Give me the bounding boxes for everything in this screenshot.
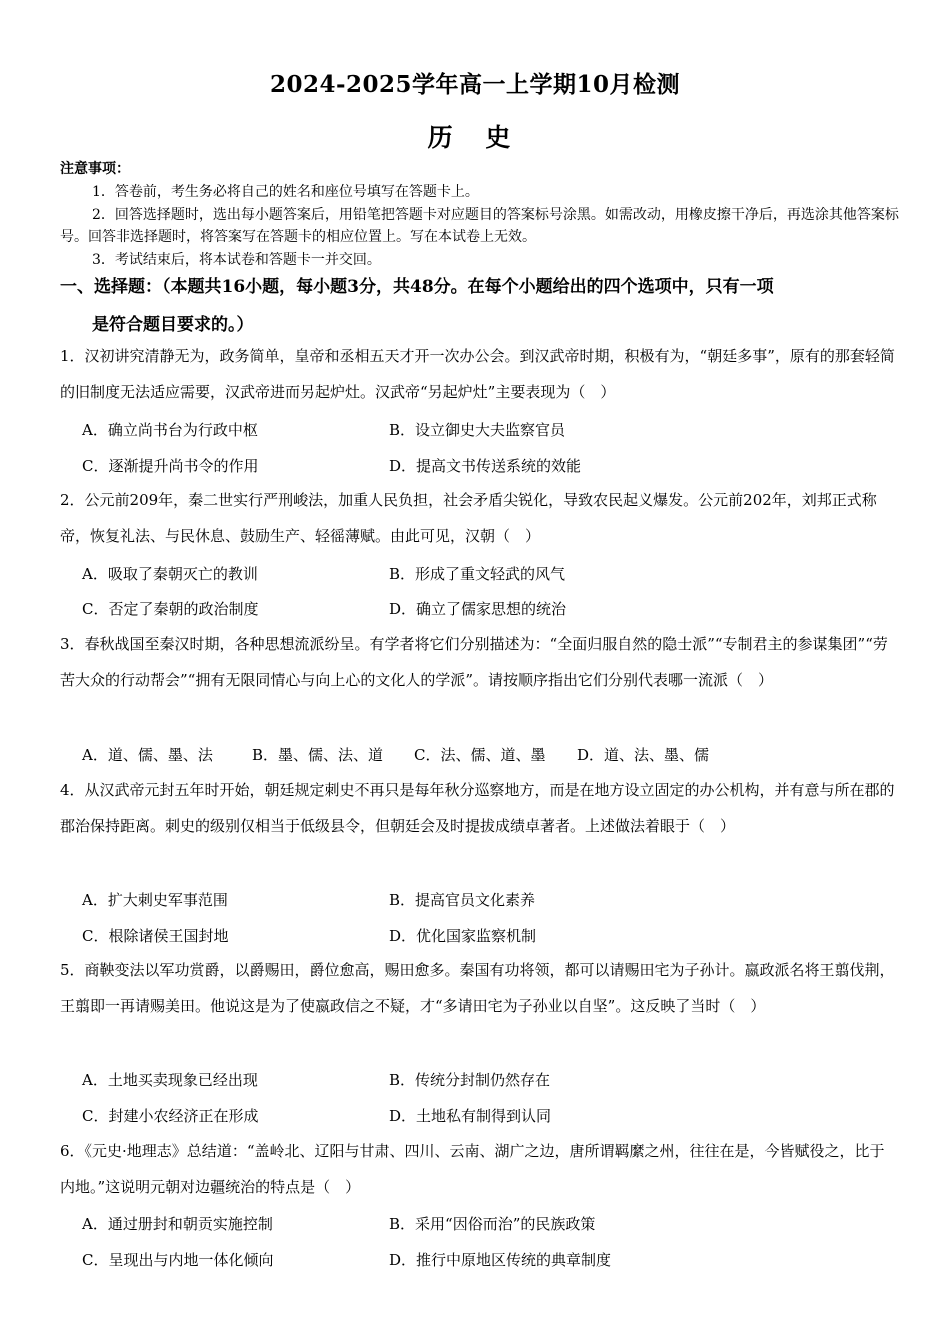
section-heading-line2: 是符合题目要求的。） bbox=[92, 315, 254, 335]
section-heading-line1: 一、选择题：（本题共16小题，每小题3分，共48分。在每个小题给出的四个选项中，只有一项 bbox=[60, 277, 774, 297]
question-4-option-b: B．提高官员文化素养 bbox=[389, 891, 536, 909]
question-3-stem: 3．春秋战国至秦汉时期，各种思想流派纷呈。有学者将它们分别描述为：“全面归服自然的隐士派”“专制君主的参谋集团”“劳苦大众的行动帮会”“拥有无限同情心与向上心的文化人的学派”。请按顺序指出它们分别代表哪一流派（ ） bbox=[60, 635, 888, 689]
question-6-option-a: A．通过册封和朝贡实施控制 bbox=[82, 1215, 273, 1233]
question-2-option-b: B．形成了重文轻武的风气 bbox=[389, 565, 566, 583]
notice-item: 2．回答选择题时，选出每小题答案后，用铅笔把答题卡对应题目的答案标号涂黑。如需改动，用橡皮擦干净后，再选涂其他答案标号。回答非选择题时，将答案写在答题卡的相应位置上。写在本试卷上无效。 bbox=[60, 207, 899, 245]
question-5-option-c: C．封建小农经济正在形成 bbox=[82, 1107, 259, 1125]
question-1-option-a: A．确立尚书台为行政中枢 bbox=[82, 421, 258, 439]
question-3-option-a: A．道、儒、墨、法 bbox=[82, 746, 213, 764]
notice-item: 1．答卷前，考生务必将自己的姓名和座位号填写在答题卡上。 bbox=[92, 184, 479, 200]
question-3-option-b: B．墨、儒、法、道 bbox=[252, 746, 384, 764]
question-2-option-d: D．确立了儒家思想的统治 bbox=[389, 600, 567, 618]
notice-item: 3．考试结束后，将本试卷和答题卡一并交回。 bbox=[92, 252, 381, 268]
question-1-stem: 1．汉初讲究清静无为，政务简单，皇帝和丞相五天才开一次办公会。到汉武帝时期，积极有为，“朝廷多事”，原有的那套轻简的旧制度无法适应需要，汉武帝进而另起炉灶。汉武帝“另起炉灶”主要表现为（ ） bbox=[60, 347, 895, 401]
question-2-option-a: A．吸取了秦朝灭亡的教训 bbox=[82, 565, 258, 583]
question-5-option-a: A．土地买卖现象已经出现 bbox=[82, 1071, 258, 1089]
subject-title: 历 史 bbox=[427, 123, 523, 152]
question-5-stem: 5．商鞅变法以军功赏爵，以爵赐田，爵位愈高，赐田愈多。秦国有功将领，都可以请赐田宅为子孙计。嬴政派名将王翦伐荆，王翦即一再请赐美田。他说这是为了使嬴政信之不疑，才“多请田宅为子孙业以自坚”。这反映了当时（ ） bbox=[60, 961, 895, 1015]
question-1-option-d: D．提高文书传送系统的效能 bbox=[389, 457, 582, 475]
question-4-stem: 4．从汉武帝元封五年时开始，朝廷规定刺史不再只是每年秋分巡察地方，而是在地方设立固定的办公机构，并有意与所在郡的郡治保持距离。刺史的级别仅相当于低级县令，但朝廷会及时提拔成绩卓著者。上述做法着眼于（ ） bbox=[60, 781, 895, 835]
question-4-option-a: A．扩大刺史军事范围 bbox=[82, 891, 228, 909]
section-heading bbox=[60, 268, 900, 344]
question-1-option-b: B．设立御史大夫监察官员 bbox=[389, 421, 566, 439]
question-4-option-c: C．根除诸侯王国封地 bbox=[82, 927, 229, 945]
question-2-option-c: C．否定了秦朝的政治制度 bbox=[82, 600, 259, 618]
question-3-option-d: D．道、法、墨、儒 bbox=[577, 746, 710, 764]
question-3-option-c: C．法、儒、道、墨 bbox=[414, 746, 546, 764]
question-6-option-c: C．呈现出与内地一体化倾向 bbox=[82, 1251, 274, 1269]
question-4-option-d: D．优化国家监察机制 bbox=[389, 927, 537, 945]
question-6-option-b: B．采用“因俗而治”的民族政策 bbox=[389, 1215, 596, 1233]
question-5-option-b: B．传统分封制仍然存在 bbox=[389, 1071, 551, 1089]
notice-heading: 注意事项： bbox=[60, 161, 130, 177]
question-5-option-d: D．土地私有制得到认同 bbox=[389, 1107, 552, 1125]
question-1-option-c: C．逐渐提升尚书令的作用 bbox=[82, 457, 259, 475]
question-2-stem: 2．公元前209年，秦二世实行严刑峻法，加重人民负担，社会矛盾尖锐化，导致农民起义爆发。公元前202年，刘邦正式称帝，恢复礼法、与民休息、鼓励生产、轻徭薄赋。由此可见，汉朝（ ） bbox=[60, 491, 877, 545]
question-6-option-d: D．推行中原地区传统的典章制度 bbox=[389, 1251, 612, 1269]
question-6-stem: 6．《元史·地理志》总结道：“盖岭北、辽阳与甘肃、四川、云南、湖广之边，唐所谓羁縻之州，往往在是，今皆赋役之，比于内地。”这说明元朝对边疆统治的特点是（ ） bbox=[60, 1142, 885, 1196]
exam-title: 2024-2025学年高一上学期10月检测 bbox=[269, 71, 681, 98]
